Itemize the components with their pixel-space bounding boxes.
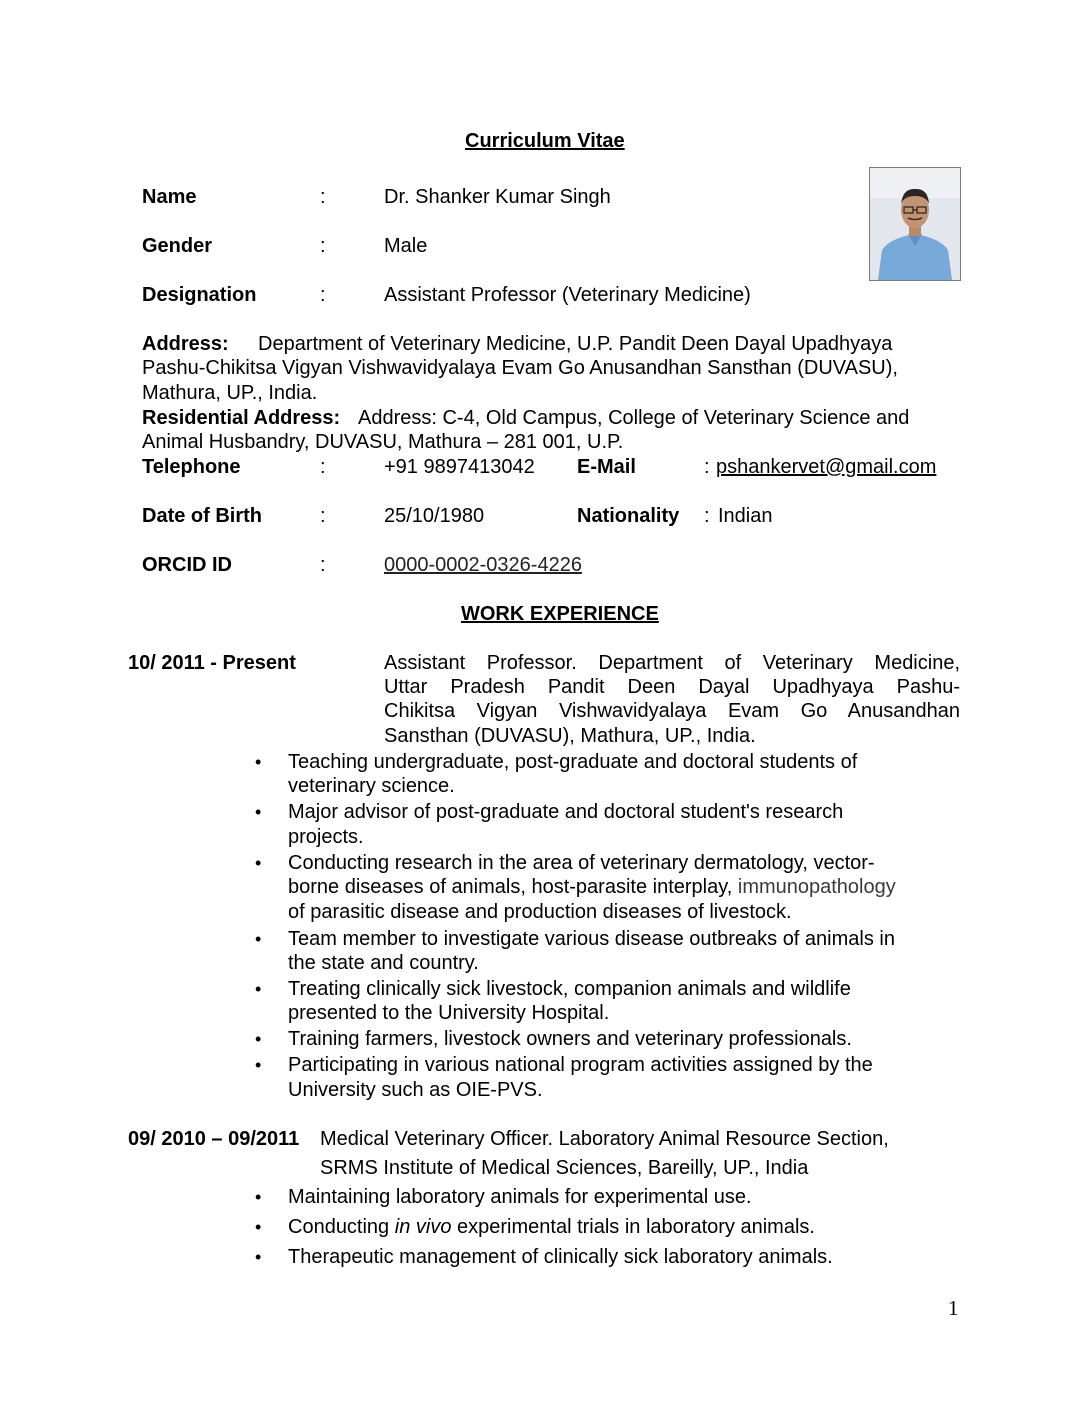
email-colon: : (704, 456, 710, 478)
list-item: Team member to investigate various disease outbreaks of animals in (288, 928, 895, 950)
list-item: Treating clinically sick livestock, companion animals and wildlife (288, 978, 851, 1000)
dob-label: Date of Birth (142, 505, 262, 527)
list-item: University such as OIE-PVS. (288, 1079, 543, 1101)
work-experience-heading: WORK EXPERIENCE (461, 603, 659, 625)
nationality-value: Indian (718, 505, 773, 527)
email-label: E-Mail (577, 456, 636, 478)
bullet-icon: • (255, 853, 262, 873)
telephone-value: +91 9897413042 (384, 456, 535, 478)
list-item: Conducting in vivo experimental trials in laboratory animals. (288, 1216, 815, 1238)
residential-address-line: Animal Husbandry, DUVASU, Mathura – 281 001, U.P. (142, 431, 624, 453)
list-item: Conducting research in the area of veterinary dermatology, vector- (288, 852, 875, 874)
job-period: 09/ 2010 – 09/2011 (128, 1128, 300, 1150)
list-item: the state and country. (288, 952, 479, 974)
bullet-icon: • (255, 1187, 262, 1207)
list-item: Maintaining laboratory animals for experimental use. (288, 1186, 752, 1208)
list-item: borne diseases of animals, host-parasite interplay, immunopathology (288, 876, 896, 898)
address-line: Department of Veterinary Medicine, U.P. Pandit Deen Dayal Upadhyaya (258, 333, 893, 355)
job-description-line: SRMS Institute of Medical Sciences, Bareilly, UP., India (320, 1157, 809, 1179)
bullet-icon: • (255, 1029, 262, 1049)
job-description-line: Assistant Professor. Department of Veterinary Medicine, (384, 652, 960, 674)
list-item: Teaching undergraduate, post-graduate and doctoral students of (288, 751, 858, 773)
page-title: Curriculum Vitae (465, 130, 625, 152)
gender-value: Male (384, 235, 428, 257)
address-line: Mathura, UP., India. (142, 382, 318, 404)
job-description-line: Sansthan (DUVASU), Mathura, UP., India. (384, 725, 756, 747)
job-description-line: Medical Veterinary Officer. Laboratory Animal Resource Section, (320, 1128, 889, 1150)
name-value: Dr. Shanker Kumar Singh (384, 186, 611, 208)
designation-value: Assistant Professor (Veterinary Medicine) (384, 284, 751, 306)
residential-address-line: Address: C-4, Old Campus, College of Veterinary Science and (358, 407, 910, 429)
designation-colon: : (320, 284, 326, 306)
designation-label: Designation (142, 284, 257, 306)
list-item: Training farmers, livestock owners and veterinary professionals. (288, 1028, 852, 1050)
list-item: Therapeutic management of clinically sick laboratory animals. (288, 1246, 833, 1268)
bullet-icon: • (255, 979, 262, 999)
list-item: presented to the University Hospital. (288, 1002, 610, 1024)
name-colon: : (320, 186, 326, 208)
profile-photo (869, 167, 961, 281)
bullet-icon: • (255, 752, 262, 772)
email-link[interactable]: pshankervet@gmail.com (716, 456, 937, 478)
job-period: 10/ 2011 - Present (128, 652, 296, 674)
list-item: of parasitic disease and production diseases of livestock. (288, 901, 792, 923)
telephone-colon: : (320, 456, 326, 478)
person-photo-icon (870, 168, 960, 280)
gender-label: Gender (142, 235, 213, 257)
bullet-icon: • (255, 1217, 262, 1237)
orcid-label: ORCID ID (142, 554, 232, 576)
list-item: veterinary science. (288, 775, 455, 797)
bullet-icon: • (255, 802, 262, 822)
bullet-icon: • (255, 1055, 262, 1075)
job-description-line: Chikitsa Vigyan Vishwavidyalaya Evam Go Anusandhan (384, 700, 960, 722)
bullet-icon: • (255, 1247, 262, 1267)
residential-address-label: Residential Address: (142, 407, 341, 429)
list-item: Participating in various national program activities assigned by the (288, 1054, 873, 1076)
address-line: Pashu-Chikitsa Vigyan Vishwavidyalaya Evam Go Anusandhan Sansthan (DUVASU), (142, 357, 898, 379)
orcid-link[interactable]: 0000-0002-0326-4226 (384, 554, 582, 576)
list-item: Major advisor of post-graduate and doctoral student's research (288, 801, 844, 823)
dob-colon: : (320, 505, 326, 527)
gender-colon: : (320, 235, 326, 257)
nationality-colon: : (704, 505, 710, 527)
bullet-icon: • (255, 929, 262, 949)
list-item: projects. (288, 826, 364, 848)
address-label: Address: (142, 333, 229, 355)
nationality-label: Nationality (577, 505, 680, 527)
job-description-line: Uttar Pradesh Pandit Deen Dayal Upadhyaya Pashu- (384, 676, 960, 698)
name-label: Name (142, 186, 197, 208)
orcid-colon: : (320, 554, 326, 576)
page-number: 1 (948, 1296, 959, 1320)
telephone-label: Telephone (142, 456, 241, 478)
dob-value: 25/10/1980 (384, 505, 485, 527)
